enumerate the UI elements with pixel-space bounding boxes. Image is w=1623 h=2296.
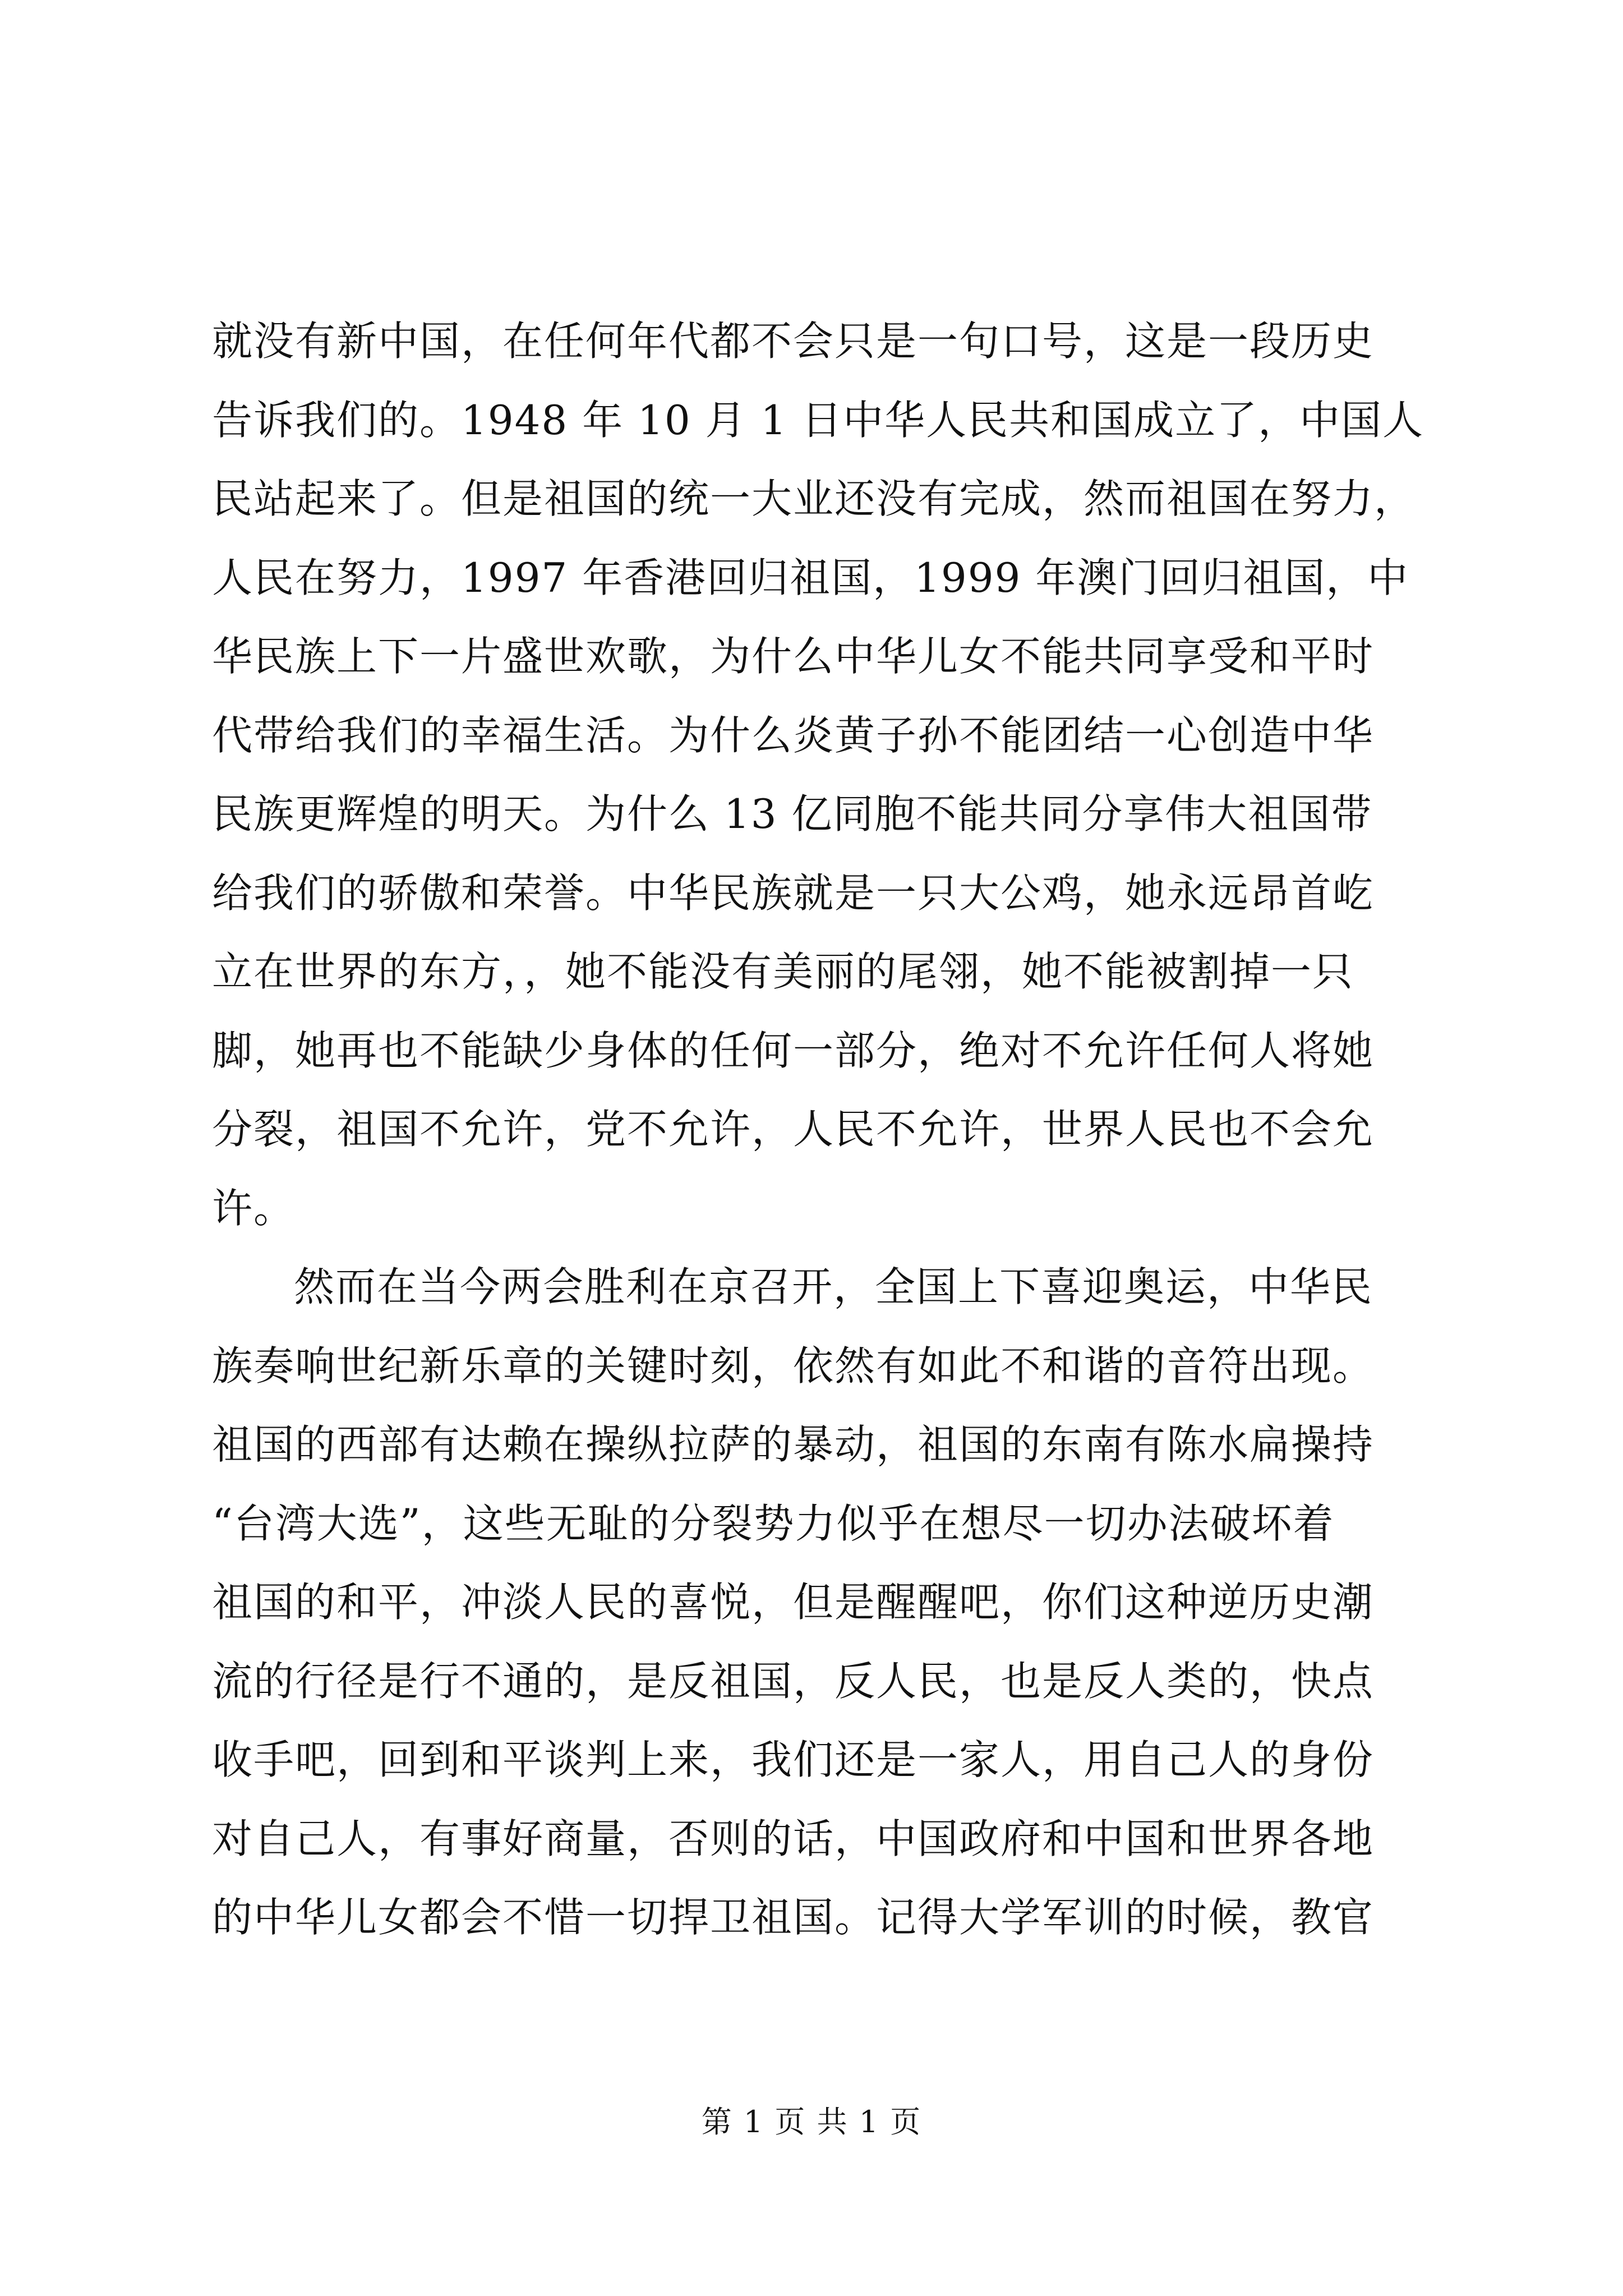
text-line: 族奏响世纪新乐章的关键时刻，依然有如此不和谐的音符出现。: [212, 1342, 1375, 1389]
text-line: 民族更辉煌的明天。为什么 13 亿同胞不能共同分享伟大祖国带: [212, 790, 1373, 838]
text-line: 对自己人，有事好商量，否则的话，中国政府和中国和世界各地: [212, 1815, 1375, 1862]
page-number-label: 第 1 页 共 1 页: [701, 2104, 922, 2139]
paragraph-start-line: 然而在当今两会胜利在京召开，全国上下喜迎奥运，中华民: [294, 1263, 1373, 1310]
document-body: [212, 302, 1424, 1957]
text-line: 流的行径是行不通的，是反祖国，反人民，也是反人类的，快点: [212, 1657, 1375, 1705]
text-line: 祖国的和平，冲淡人民的喜悦，但是醒醒吧，你们这种逆历史潮: [212, 1579, 1375, 1626]
text-line: 祖国的西部有达赖在操纵拉萨的暴动，祖国的东南有陈水扁操持: [212, 1421, 1375, 1468]
text-line: 许。: [212, 1184, 296, 1232]
text-line: 华民族上下一片盛世欢歌，为什么中华儿女不能共同享受和平时: [212, 633, 1375, 680]
text-line: 就没有新中国，在任何年代都不会只是一句口号，这是一段历史: [212, 318, 1375, 365]
text-line: 人民在努力，1997 年香港回归祖国，1999 年澳门回归祖国，中: [212, 554, 1409, 601]
page-footer: [0, 2102, 1623, 2142]
text-line: 分裂，祖国不允许，党不允许，人民不允许，世界人民也不会允: [212, 1106, 1375, 1153]
text-line: 民站起来了。但是祖国的统一大业还没有完成，然而祖国在努力，: [212, 475, 1416, 522]
text-line: 的中华儿女都会不惜一切捍卫祖国。记得大学军训的时候，教官: [212, 1894, 1375, 1941]
text-line: 脚，她再也不能缺少身体的任何一部分，绝对不允许任何人将她: [212, 1027, 1375, 1074]
text-line: 给我们的骄傲和荣誉。中华民族就是一只大公鸡，她永远昂首屹: [212, 869, 1375, 917]
text-line: “台湾大选”，这些无耻的分裂势力似乎在想尽一切办法破坏着: [212, 1499, 1335, 1547]
text-line: 代带给我们的幸福生活。为什么炎黄子孙不能团结一心创造中华: [212, 711, 1375, 759]
text-line: 收手吧，回到和平谈判上来，我们还是一家人，用自己人的身份: [212, 1736, 1375, 1783]
text-line: 立在世界的东方，，她不能没有美丽的尾翎，她不能被割掉一只: [212, 948, 1354, 995]
text-line: 告诉我们的。1948 年 10 月 1 日中华人民共和国成立了，中国人: [212, 396, 1424, 444]
